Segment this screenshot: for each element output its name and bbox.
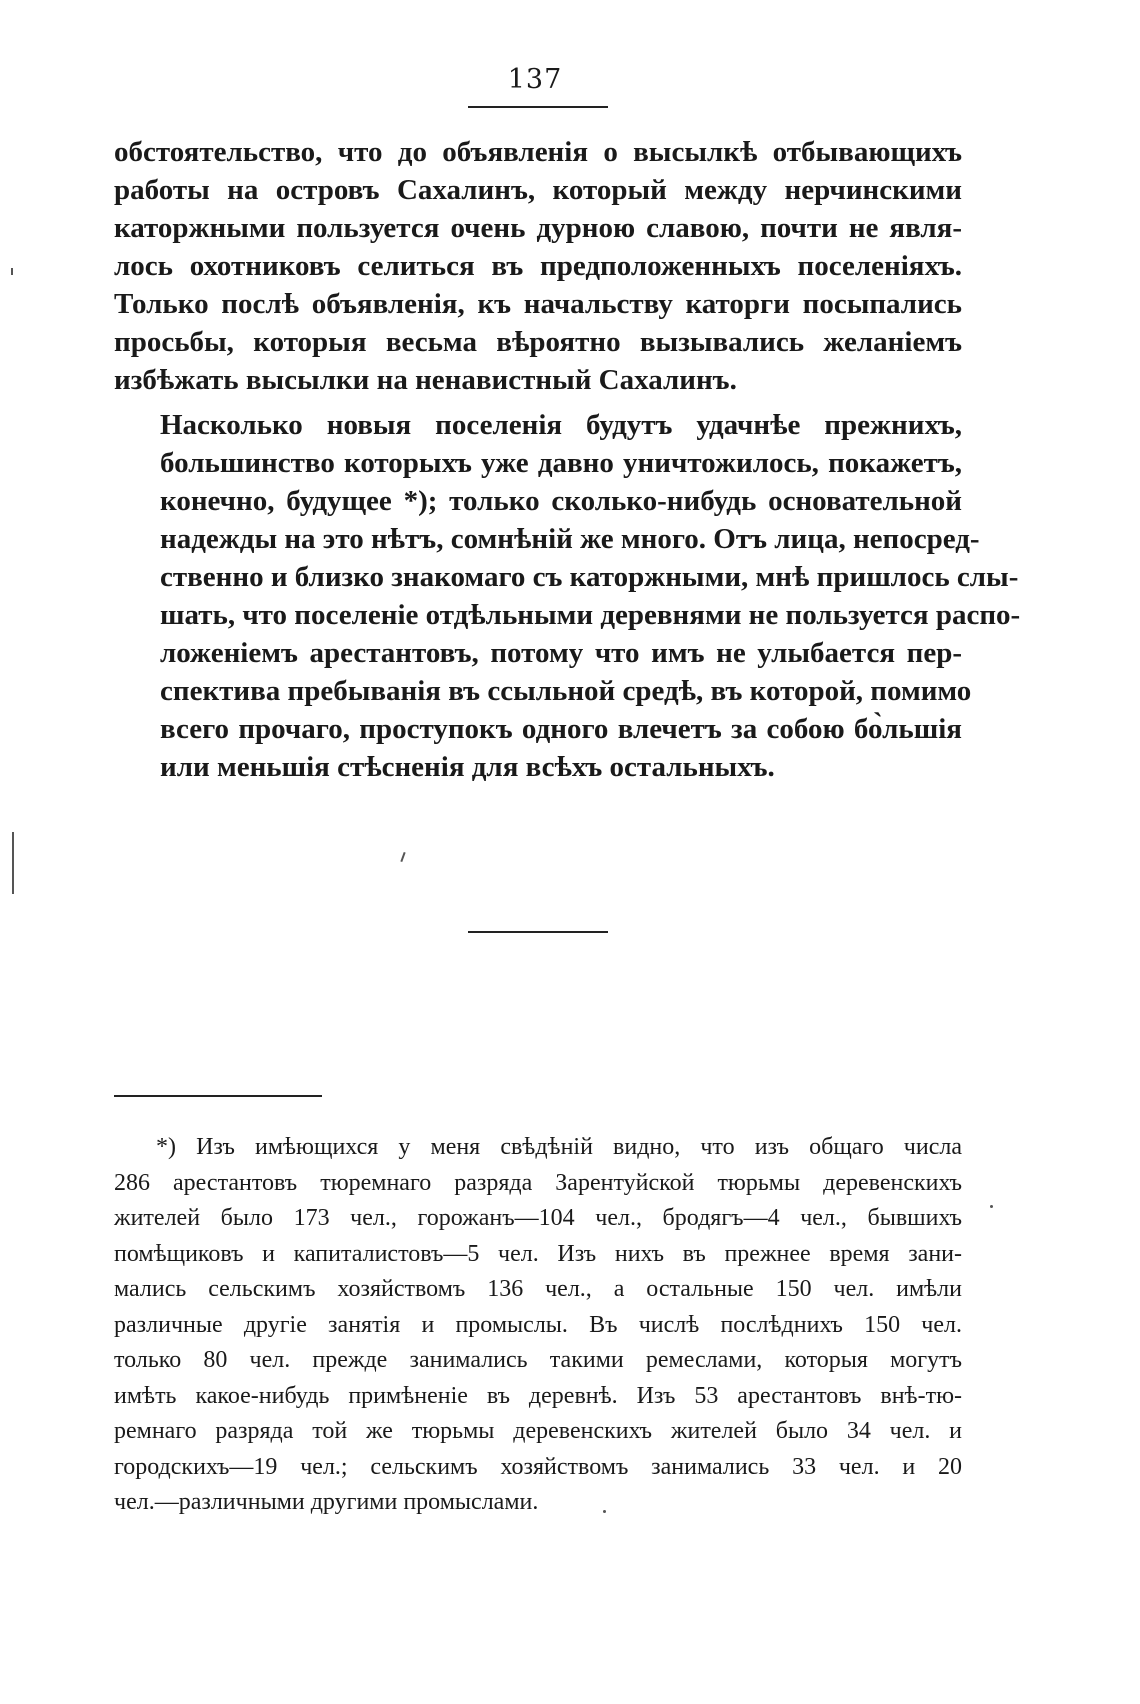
text-line: всего прочаго, проступокъ одного влечетъ за собою бо̀льшія: [160, 713, 962, 745]
scan-mark: [990, 1205, 993, 1208]
paragraph-2: [114, 406, 1021, 786]
text-line: большинство которыхъ уже давно уничтожилось, покажетъ,: [160, 447, 962, 479]
footnote-line: имѣть какое-нибудь примѣненіе въ деревнѣ. Изъ 53 арестантовъ внѣ-тю-: [114, 1382, 962, 1409]
text-line: избѣжать высылки на ненавистный Сахалинъ.: [114, 364, 737, 396]
text-line: надежды на это нѣтъ, сомнѣній же много. Отъ лица, непосред-: [160, 523, 980, 555]
text-line: шать, что поселеніе отдѣльными деревнями не пользуется распо-: [160, 599, 1021, 631]
page-number: 137: [507, 64, 563, 95]
footnote-line: различные другіе занятія и промыслы. Въ числѣ послѣднихъ 150 чел.: [114, 1311, 962, 1338]
text-line: лось охотниковъ селиться въ предположенныхъ поселеніяхъ.: [114, 250, 962, 282]
main-text: [114, 133, 1021, 786]
scan-mark: [11, 268, 13, 275]
header-rule: [468, 106, 608, 108]
text-line: ственно и близко знакомаго съ каторжными, мнѣ пришлось слы-: [160, 561, 1019, 593]
text-line: работы на островъ Сахалинъ, который между нерчинскими: [114, 174, 962, 206]
footnote-line: чел.—различными другими промыслами.: [114, 1489, 539, 1515]
footnote-line: 286 арестантовъ тюремнаго разряда Зарентуйской тюрьмы деревенскихъ: [114, 1169, 962, 1196]
footnote-line: *) Изъ имѣющихся у меня свѣдѣній видно, что изъ общаго числа: [156, 1134, 962, 1160]
footnote-line: мались сельскимъ хозяйствомъ 136 чел., а остальные 150 чел. имѣли: [114, 1276, 962, 1302]
footnote-line: ремнаго разряда той же тюрьмы деревенскихъ жителей было 34 чел. и: [114, 1418, 962, 1444]
footnote-line: городскихъ—19 чел.; сельскимъ хозяйствомъ занимались 33 чел. и 20: [114, 1453, 962, 1480]
text-line: Насколько новыя поселенія будутъ удачнѣе прежнихъ,: [160, 409, 962, 441]
text-line: конечно, будущее *); только сколько-нибудь основательной: [160, 485, 962, 517]
footnote-line: жителей было 173 чел., горожанъ—104 чел., бродягъ—4 чел., бывшихъ: [114, 1205, 962, 1231]
text-line: или меньшія стѣсненія для всѣхъ остальныхъ.: [160, 751, 775, 783]
footnote-rule: [114, 1095, 322, 1097]
text-line: Только послѣ объявленія, къ начальству каторги посыпались: [114, 288, 962, 320]
text-line: каторжными пользуется очень дурною славою, почти не явля-: [114, 212, 962, 244]
scan-mark: [400, 852, 405, 862]
paragraph-1: [114, 133, 962, 399]
footnote-line: только 80 чел. прежде занимались такими ремеслами, которыя могутъ: [114, 1347, 962, 1373]
text-line: просьбы, которыя весьма вѣроятно вызывались желаніемъ: [114, 326, 962, 358]
scan-mark: [603, 1510, 606, 1513]
text-line: спектива пребыванія въ ссыльной средѣ, въ которой, помимо: [160, 675, 972, 707]
text-line: обстоятельство, что до объявленія о высылкѣ отбывающихъ: [114, 136, 962, 168]
footnote-line: помѣщиковъ и капиталистовъ—5 чел. Изъ нихъ въ прежнее время зани-: [114, 1240, 962, 1267]
section-end-rule: [468, 931, 608, 933]
text-line: ложеніемъ арестантовъ, потому что имъ не улыбается пер-: [160, 637, 962, 669]
footnote: [114, 1130, 962, 1521]
scan-mark: [12, 832, 14, 894]
